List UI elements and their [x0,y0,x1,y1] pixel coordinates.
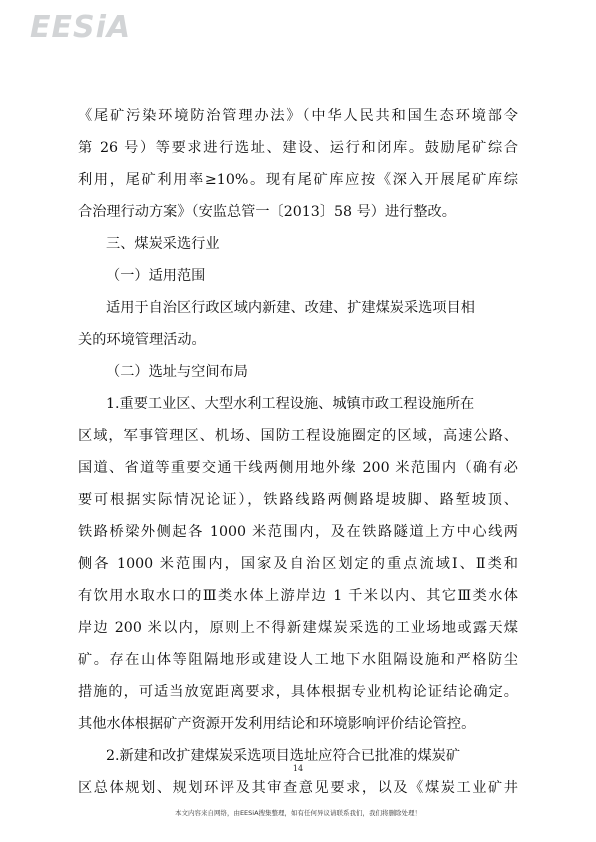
text-line: 区域，军事管理区、机场、国防工程设施圈定的区域，高速公路、 [78,428,518,444]
paragraph-first-line: 2.新建和改扩建煤炭采选项目选址应符合已批准的煤炭矿 [106,748,461,764]
text-line: 《尾矿污染环境防治管理办法》（中华人民共和国生态环境部令 [78,108,518,124]
text-line: 合治理行动方案》（安监总管一〔2013〕58 号）进行整改。 [78,204,456,220]
text-line: 第 26 号）等要求进行选址、建设、运行和闭库。鼓励尾矿综合 [78,140,518,156]
text-line: 岸边 200 米以内，原则上不得新建煤炭采选的工业场地或露天煤 [78,620,518,636]
text-line: 措施的，可适当放宽距离要求，具体根据专业机构论证结论确定。 [78,684,518,700]
text-line: 区总体规划、规划环评及其审查意见要求，以及《煤炭工业矿井 [78,780,518,796]
text-line: 侧各 1000 米范围内，国家及自治区划定的重点流域Ⅰ、Ⅱ类和 [78,556,518,572]
text-line: 国道、省道等重要交通干线两侧用地外缘 200 米范围内（确有必 [78,460,518,476]
subsection-heading: （二）选址与空间布局 [106,364,248,380]
text-line: 关的环境管理活动。 [78,332,206,348]
text-line: 其他水体根据矿产资源开发利用结论和环境影响评价结论管控。 [78,716,476,732]
text-line: 铁路桥梁外侧起各 1000 米范围内，及在铁路隧道上方中心线两 [78,524,518,540]
document-body [78,100,518,804]
paragraph-first-line: 1.重要工业区、大型水利工程设施、城镇市政工程设施所在 [106,396,475,412]
text-line: 利用，尾矿利用率≥10%。现有尾矿库应按《深入开展尾矿库综 [78,172,518,188]
page-number: 14 [292,764,304,773]
eesia-logo: EESiA [30,10,132,45]
section-heading: 三、煤炭采选行业 [106,236,220,252]
text-line: 有饮用水取水口的Ⅲ类水体上游岸边 1 千米以内、其它Ⅲ类水体 [78,588,518,604]
text-line: 要可根据实际情况论证），铁路线路两侧路堤坡脚、路堑坡顶、 [78,492,518,508]
footer-disclaimer: 本文内容来自网络，由EESiA搜集整理，如有任何异议请联系我们，我们将删除处理！ [174,809,422,817]
subsection-heading: （一）适用范围 [106,268,206,284]
paragraph-first-line: 适用于自治区行政区域内新建、改建、扩建煤炭采选项目相 [106,300,475,316]
text-line: 矿。存在山体等阻隔地形或建设人工地下水阻隔设施和严格防尘 [78,652,518,668]
